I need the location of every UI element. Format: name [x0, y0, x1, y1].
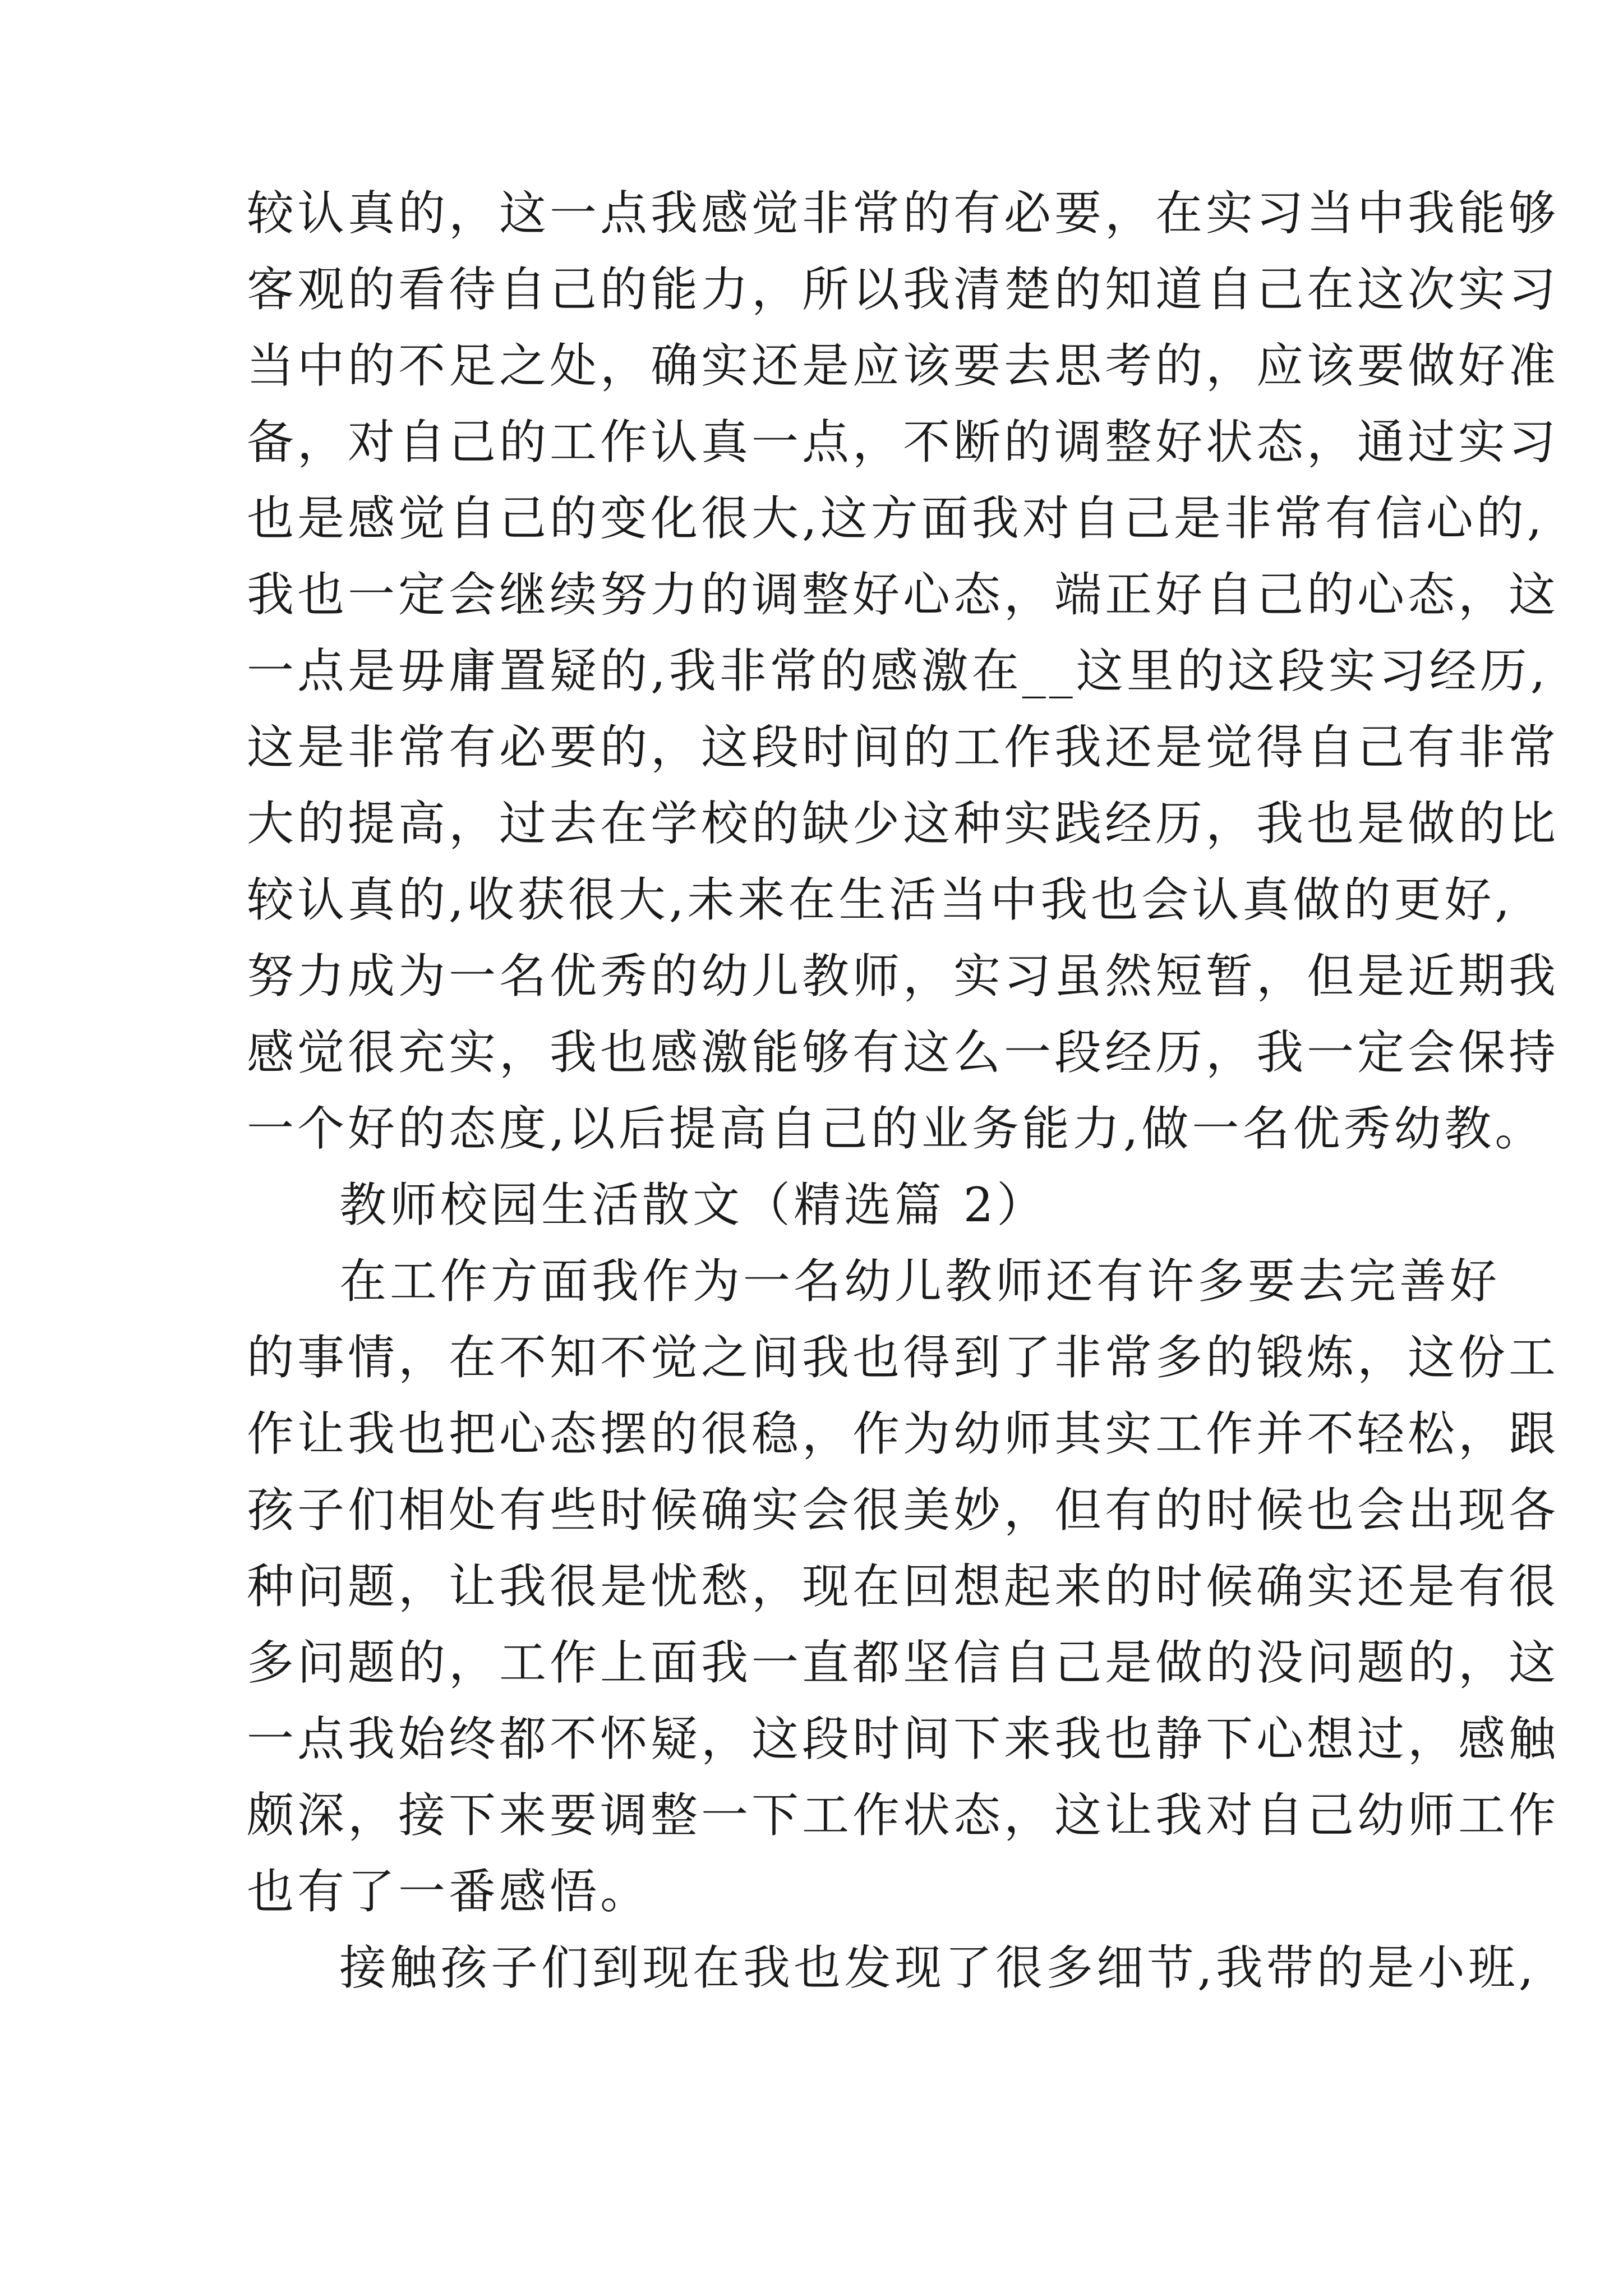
section-heading: 教师校园生活散文（精选篇 2）	[339, 1177, 1048, 1232]
text-line: 一点我始终都不怀疑，这段时间下来我也静下心想过，感触	[247, 1711, 1560, 1766]
text-line: 在工作方面我作为一名幼儿教师还有许多要去完善好	[339, 1254, 1501, 1309]
text-line: 我也一定会继续努力的调整好心态，端正好自己的心态，这	[247, 567, 1560, 622]
text-line: 努力成为一名优秀的幼儿教师，实习虽然短暂，但是近期我	[247, 949, 1560, 1004]
text-line: 感觉很充实，我也感激能够有这么一段经历，我一定会保持	[247, 1025, 1560, 1080]
text-line: 接触孩子们到现在我也发现了很多细节,我带的是小班,	[339, 1940, 1537, 1995]
text-line: 客观的看待自己的能力，所以我清楚的知道自己在这次实习	[247, 262, 1560, 317]
text-line: 较认真的,收获很大,未来在生活当中我也会认真做的更好,	[247, 872, 1514, 927]
text-line: 种问题，让我很是忧愁，现在回想起来的时候确实还是有很	[247, 1559, 1560, 1614]
text-line: 一个好的态度,以后提高自己的业务能力,做一名优秀幼教。	[247, 1101, 1546, 1156]
text-line: 多问题的，工作上面我一直都坚信自己是做的没问题的，这	[247, 1635, 1560, 1690]
text-line: 也有了一番感悟。	[247, 1864, 651, 1919]
text-line: 备，对自己的工作认真一点，不断的调整好状态，通过实习	[247, 415, 1560, 470]
text-line: 较认真的，这一点我感觉非常的有必要，在实习当中我能够	[247, 186, 1560, 241]
text-line: 大的提高，过去在学校的缺少这种实践经历，我也是做的比	[247, 796, 1560, 851]
text-line: 颇深，接下来要调整一下工作状态，这让我对自己幼师工作	[247, 1788, 1560, 1843]
text-line: 也是感觉自己的变化很大,这方面我对自己是非常有信心的,	[247, 491, 1546, 546]
text-line: 作让我也把心态摆的很稳，作为幼师其实工作并不轻松，跟	[247, 1406, 1560, 1461]
text-line: 的事情，在不知不觉之间我也得到了非常多的锻炼，这份工	[247, 1330, 1560, 1385]
text-line: 一点是毋庸置疑的,我非常的感激在__这里的这段实习经历,	[247, 643, 1549, 698]
text-line: 当中的不足之处，确实还是应该要去思考的，应该要做好准	[247, 338, 1560, 393]
text-line: 孩子们相处有些时候确实会很美妙，但有的时候也会出现各	[247, 1483, 1560, 1538]
text-line: 这是非常有必要的，这段时间的工作我还是觉得自己有非常	[247, 720, 1560, 775]
